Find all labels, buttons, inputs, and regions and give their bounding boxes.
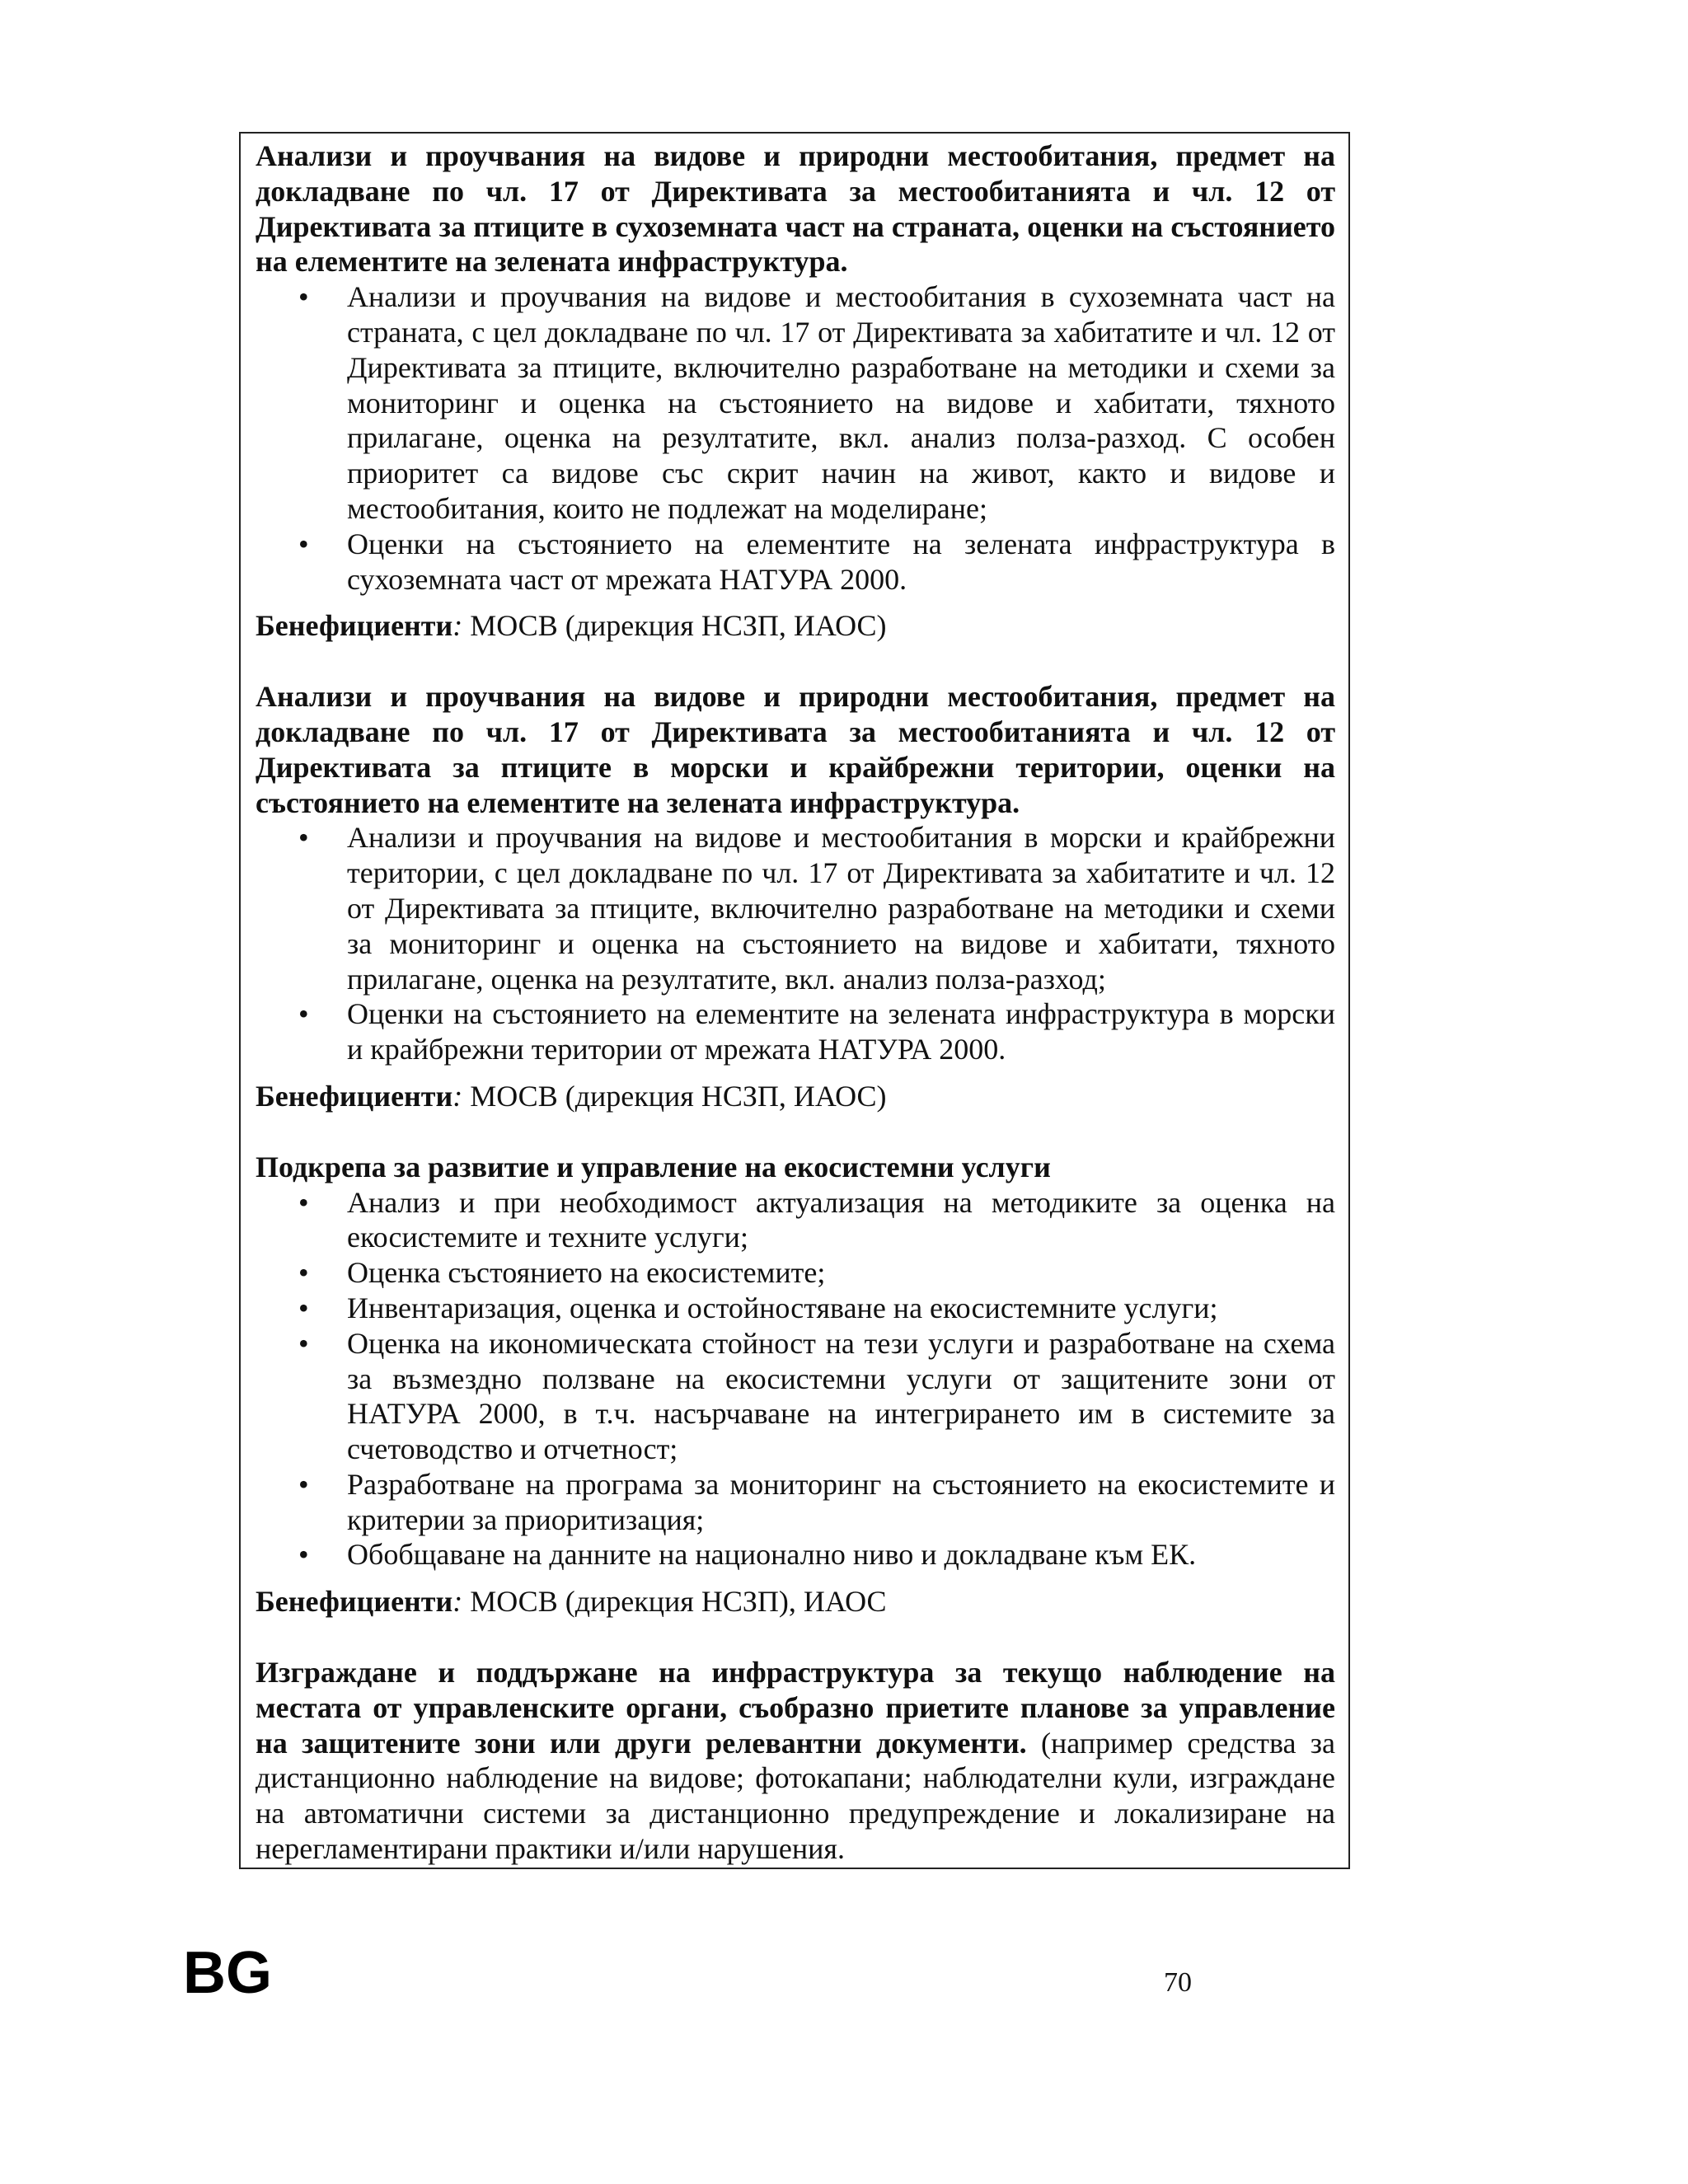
beneficiaries-label: Бенефициенти [256,609,453,643]
beneficiaries-label: Бенефициенти [256,1585,453,1619]
language-code-label: BG [183,1940,272,2006]
list-item: • Анализ и при необходимост актуализация на методиките за оценка на екосистемите и техните услуги; [347,1185,1335,1256]
beneficiaries-label: Бенефициенти [256,1079,453,1113]
bullet-list [256,820,1335,1067]
beneficiaries-line [256,608,1335,644]
bullet-list [256,1185,1335,1573]
list-item: • Оценка на икономическата стойност на тези услуги и разработване на схема за възмездно ползване на екосистемни услуги от защитените зони от НАТУРА 2000, в т.ч. насърчаване на интегрирането им в системите за счетоводство и отчетност; [347,1326,1335,1467]
list-item: • Оценки на състоянието на елементите на зелената инфраструктура в морски и крайбрежни територии от мрежата НАТУРА 2000. [347,996,1335,1067]
section-ecosystem-services [256,1150,1335,1619]
beneficiaries-line [256,1584,1335,1619]
content-box [239,132,1350,1869]
section-heading: Анализи и проучвания на видове и природни местообитания, предмет на докладване по чл. 17 от Директивата за местообитанията и чл. 12 от Директивата за птиците в морски и крайбрежни територии, оценки на състоянието на елементите на зелената инфраструктура. [256,680,1335,819]
beneficiaries-value: МОСВ (дирекция НСЗП, ИАОС) [462,1079,887,1113]
list-item: • Инвентаризация, оценка и остойностяване на екосистемните услуги; [347,1291,1335,1326]
beneficiaries-colon: : [452,1079,463,1113]
list-item: • Оценки на състоянието на елементите на зелената инфраструктура в сухоземната част от мрежата НАТУРА 2000. [347,527,1335,598]
list-item: • Анализи и проучвания на видове и местообитания в морски и крайбрежни територии, с цел докладване по чл. 17 от Директивата за хабитатите и чл. 12 от Директивата за птиците, включително разработване на методики и схеми за мониторинг и оценка на състоянието на видове и хабитати, тяхното прилагане, оценка на резултатите, вкл. анализ полза-разход; [347,820,1335,996]
monitoring-paragraph [256,1655,1335,1867]
section-heading: Анализи и проучвания на видове и природни местообитания, предмет на докладване по чл. 17 от Директивата за местообитанията и чл. 12 от Директивата за птиците в сухоземната част на страната, оценки на състоянието на елементите на зелената инфраструктура. [256,139,1335,279]
list-item: • Анализи и проучвания на видове и местообитания в сухоземната част на страната, с цел докладване по чл. 17 от Директивата за хабитатите и чл. 12 от Директивата за птиците, включително разработване на методики и схеми за мониторинг и оценка на състоянието на видове и хабитати, тяхното прилагане, оценка на резултатите, вкл. анализ полза-разход. С особен приоритет са видове със скрит начин на живот, както и видове и местообитания, които не подлежат на моделиране; [347,279,1335,527]
section-terrestrial-habitats [256,138,1335,644]
beneficiaries-value: МОСВ (дирекция НСЗП), ИАОС [462,1585,887,1619]
beneficiaries-line [256,1079,1335,1114]
beneficiaries-value: МОСВ (дирекция НСЗП, ИАОС) [462,609,887,643]
list-item: • Разработване на програма за мониторинг на състоянието на екосистемите и критерии за приоритизация; [347,1467,1335,1538]
section-monitoring-infrastructure [256,1655,1335,1867]
beneficiaries-colon: : [452,609,463,643]
section-text: (например средства за дистанционно наблюдение на видове; фотокапани; наблюдателни кули, изграждане на автоматични системи за дистанционно предупреждение и локализиране на нерегламентирани практики и/или нарушения. [256,1726,1335,1866]
list-item: • Обобщаване на данните на национално ниво и докладване към ЕК. [347,1537,1335,1572]
section-heading: Подкрепа за развитие и управление на екосистемни услуги [256,1150,1051,1183]
beneficiaries-colon: : [452,1585,463,1619]
bullet-list [256,279,1335,597]
section-marine-habitats [256,679,1335,1114]
page-number: 70 [1164,1967,1192,1998]
list-item: • Оценка състоянието на екосистемите; [347,1255,1335,1291]
section-heading: Изграждане и поддържане на инфраструктура за текущо наблюдение на местата от управленските органи, съобразно приетите планове за управление на защитените зони или други релевантни документи. [256,1656,1335,1760]
